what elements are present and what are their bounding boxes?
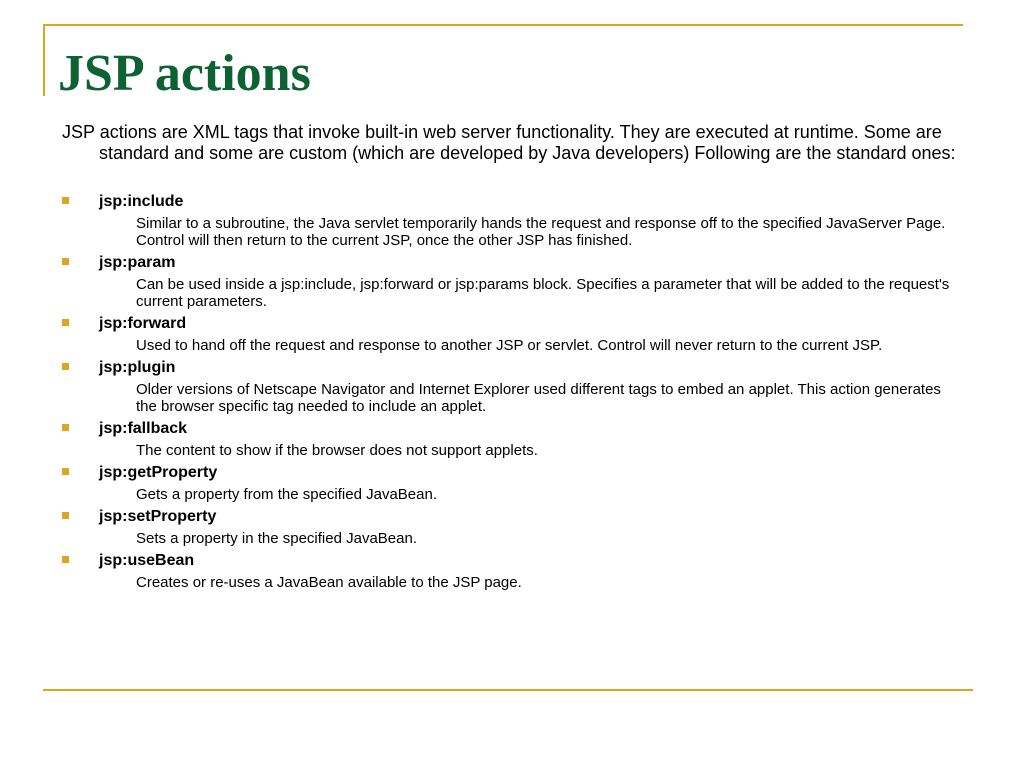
slide-body bbox=[62, 122, 962, 594]
slide-title: JSP actions bbox=[58, 45, 311, 102]
action-name: jsp:param bbox=[99, 254, 176, 271]
action-name: jsp:setProperty bbox=[99, 508, 217, 525]
top-accent-rule bbox=[43, 24, 963, 26]
action-name: jsp:fallback bbox=[99, 420, 188, 437]
action-description: Sets a property in the specified JavaBean. bbox=[136, 530, 418, 547]
list-item-jsp-include bbox=[62, 191, 962, 249]
list-item-jsp-forward bbox=[62, 313, 962, 354]
action-name: jsp:useBean bbox=[99, 552, 195, 569]
action-name: jsp:getProperty bbox=[99, 464, 218, 481]
action-description: Creates or re-uses a JavaBean available to the JSP page. bbox=[136, 574, 522, 591]
list-item-jsp-param bbox=[62, 252, 962, 310]
list-item-jsp-plugin bbox=[62, 357, 962, 415]
action-description: Gets a property from the specified JavaBean. bbox=[136, 486, 437, 503]
list-item-jsp-usebean bbox=[62, 550, 962, 591]
square-bullet-icon bbox=[62, 424, 69, 431]
square-bullet-icon bbox=[62, 197, 69, 204]
square-bullet-icon bbox=[62, 363, 69, 370]
square-bullet-icon bbox=[62, 512, 69, 519]
action-name: jsp:plugin bbox=[99, 359, 176, 376]
square-bullet-icon bbox=[62, 258, 69, 265]
action-name: jsp:include bbox=[99, 193, 184, 210]
list-item-jsp-fallback bbox=[62, 418, 962, 459]
square-bullet-icon bbox=[62, 319, 69, 326]
square-bullet-icon bbox=[62, 556, 69, 563]
left-accent-rule bbox=[43, 24, 45, 96]
intro-paragraph: JSP actions are XML tags that invoke built-in web server functionality. They are executed at runtime. Some are standard and some are custom (which are developed by Java developers) Following are the standard ones: bbox=[62, 122, 956, 163]
action-description: The content to show if the browser does not support applets. bbox=[136, 442, 538, 459]
list-item-jsp-getproperty bbox=[62, 462, 962, 503]
action-description: Older versions of Netscape Navigator and Internet Explorer used different tags to embed an applet. This action generates the browser specific tag needed to include an applet. bbox=[136, 381, 941, 415]
action-description: Used to hand off the request and response to another JSP or servlet. Control will never return to the current JSP. bbox=[136, 337, 883, 354]
square-bullet-icon bbox=[62, 468, 69, 475]
action-list bbox=[62, 191, 962, 591]
action-description: Can be used inside a jsp:include, jsp:forward or jsp:params block. Specifies a parameter that will be added to the request's current parameters. bbox=[136, 276, 950, 310]
list-item-jsp-setproperty bbox=[62, 506, 962, 547]
bottom-accent-rule bbox=[43, 689, 973, 691]
action-description: Similar to a subroutine, the Java servlet temporarily hands the request and response off to the specified JavaServer Page. Control will then return to the current JSP, once the other JSP has finished. bbox=[136, 215, 946, 249]
action-name: jsp:forward bbox=[99, 315, 187, 332]
